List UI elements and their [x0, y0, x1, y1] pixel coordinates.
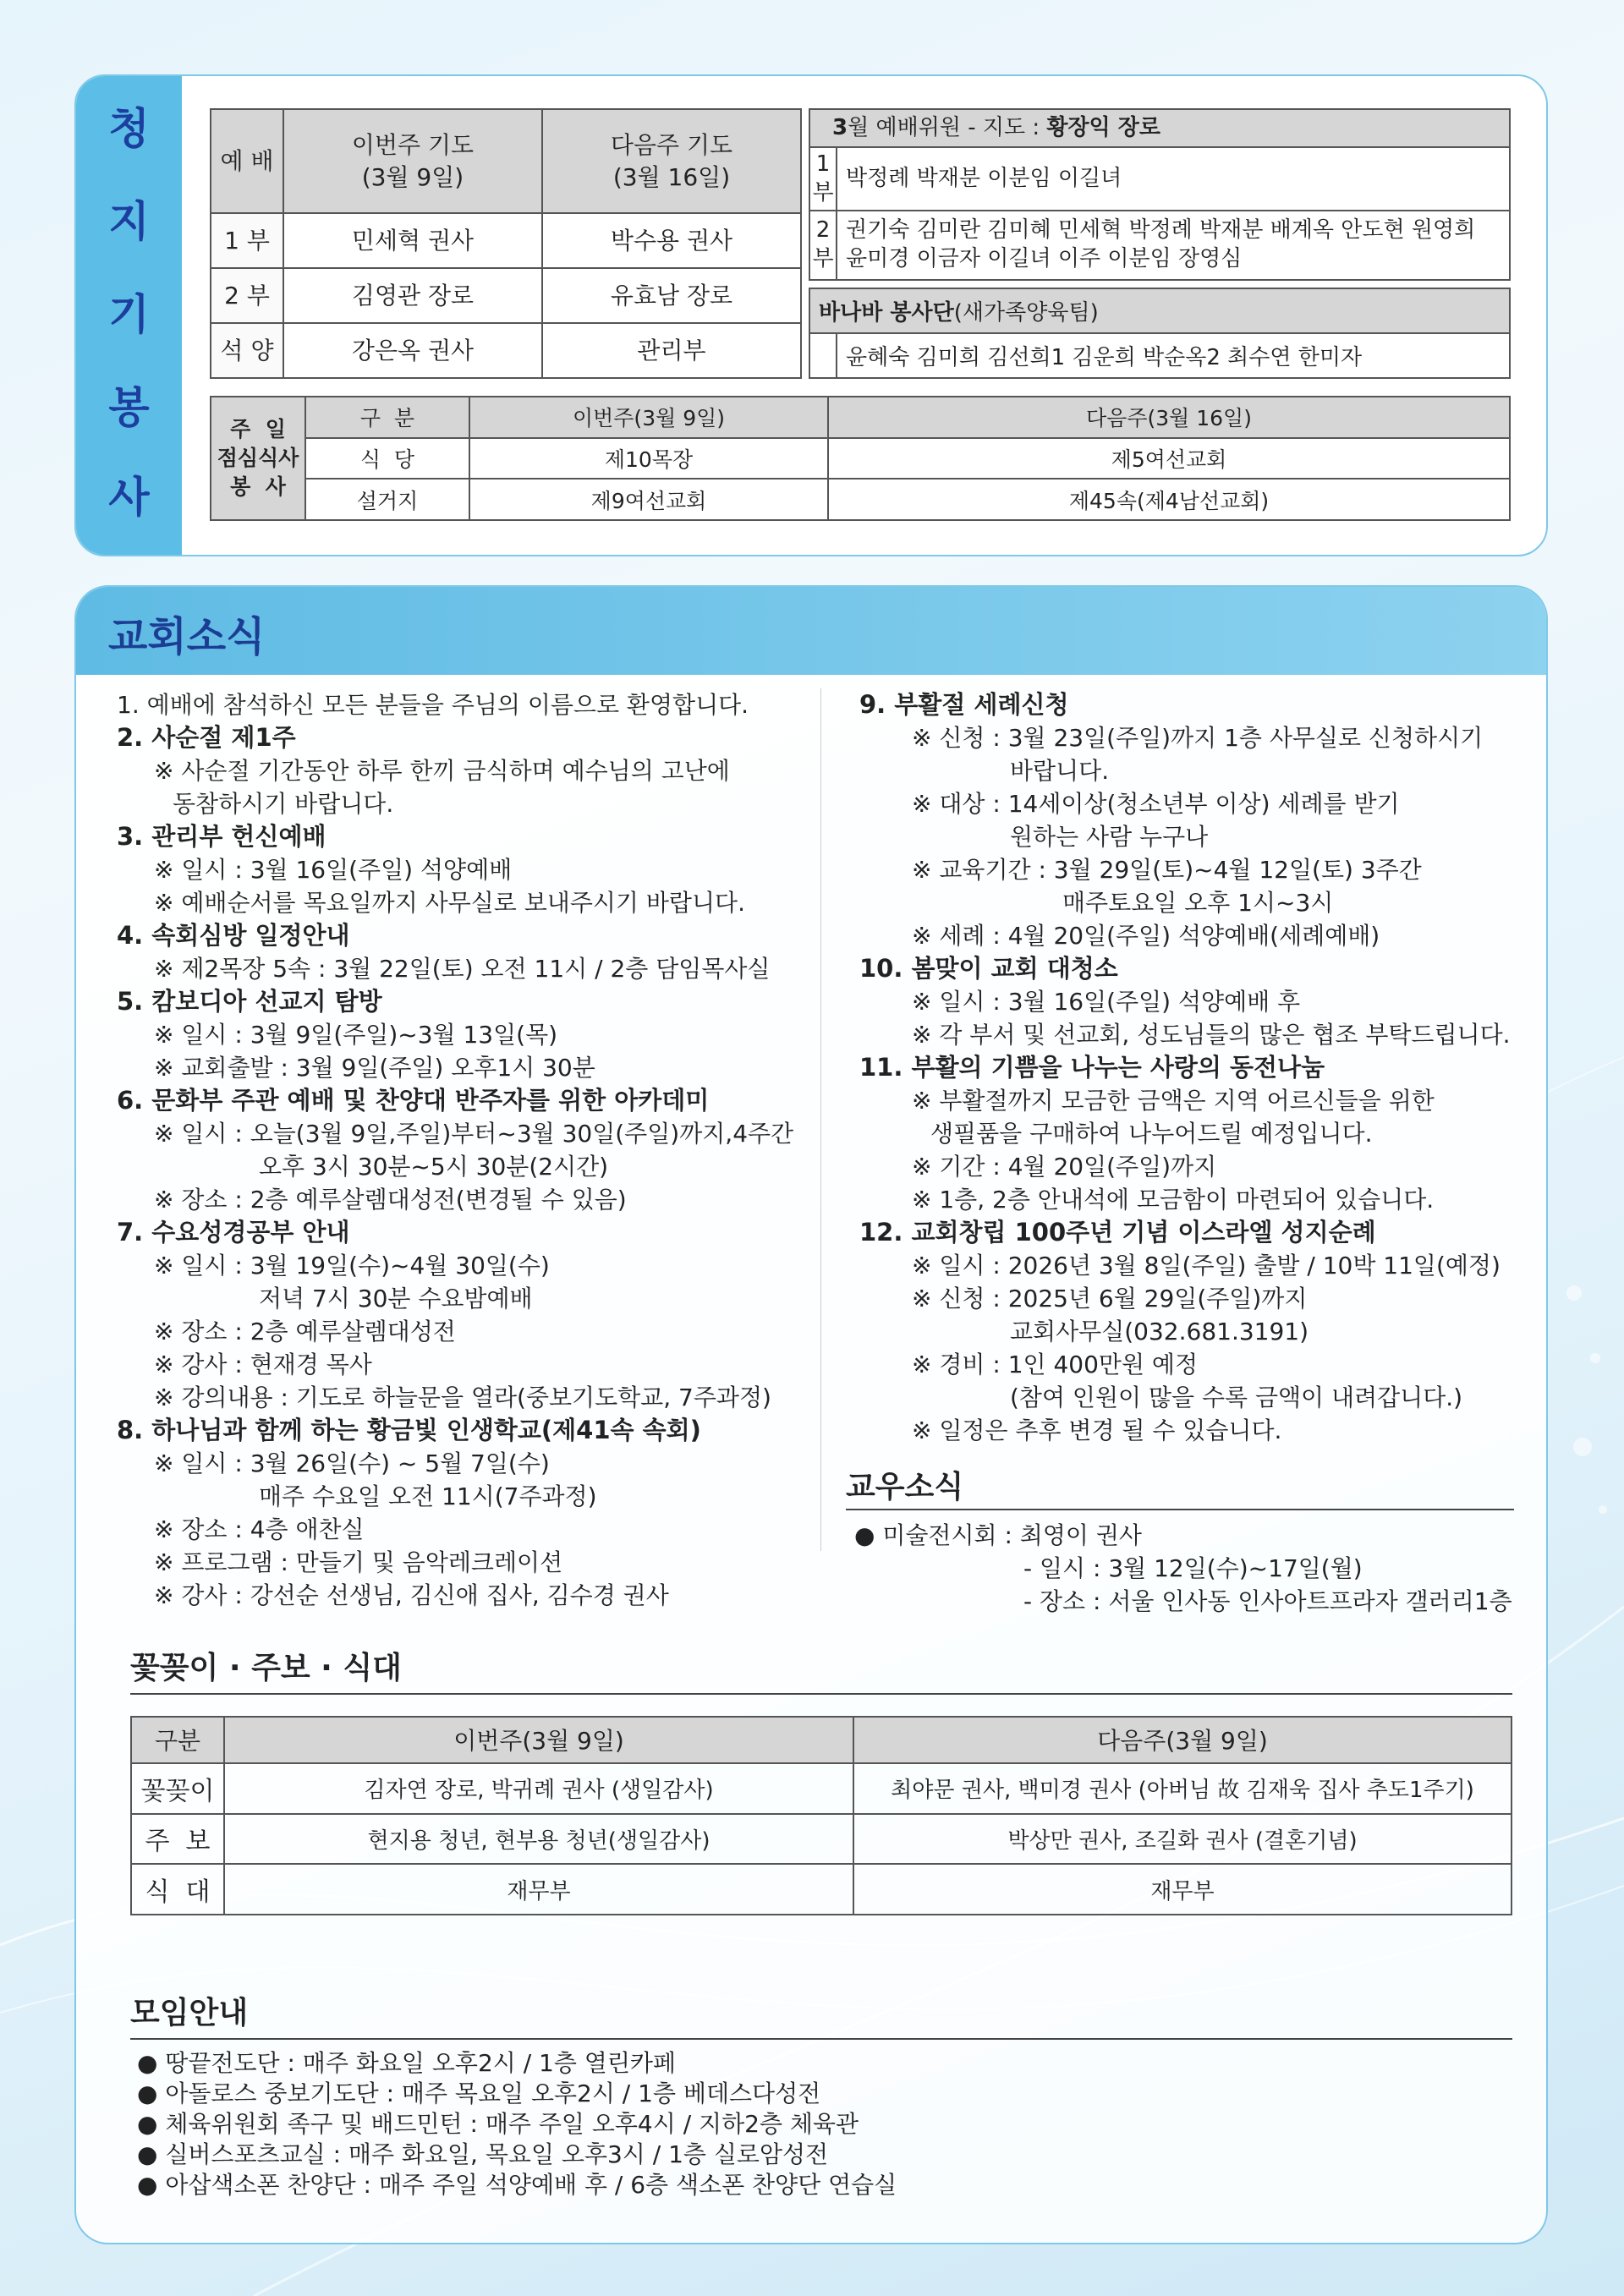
news-item-line: ※ 일정은 추후 변경 될 수 있습니다.	[912, 1417, 1282, 1444]
prayer-schedule-table	[210, 108, 802, 379]
flower-section-title: 꽃꽂이 · 주보 · 식대	[130, 1651, 402, 1685]
table-cell: 박상만 권사, 조길화 권사 (결혼기념)	[853, 1814, 1512, 1865]
news-item-line: ※ 신청 : 3월 23일(주일)까지 1층 사무실로 신청하시기	[912, 724, 1484, 752]
table-row	[211, 268, 801, 323]
news-item-heading: 2. 사순절 제1주	[117, 723, 296, 752]
bubble-decor	[1573, 1438, 1592, 1456]
news-item-line: (참여 인원이 많을 수록 금액이 내려갑니다.)	[1010, 1384, 1463, 1411]
table-cell: 유효남 장로	[542, 268, 801, 323]
table-row	[211, 479, 1510, 520]
table-cell: 강은옥 권사	[283, 323, 542, 378]
news-item-line: 바랍니다.	[1010, 757, 1110, 785]
table-cell: 최야문 권사, 백미경 권사 (아버님 故 김재욱 집사 추도1주기)	[853, 1763, 1512, 1814]
table-cell: 관리부	[542, 323, 801, 378]
news-item-line: ※ 일시 : 2026년 3월 8일(주일) 출발 / 10박 11일(예정)	[912, 1252, 1501, 1280]
table-cell: 김자연 장로, 박귀례 권사 (생일감사)	[224, 1763, 853, 1814]
sidebar-title-char: 사	[108, 473, 150, 522]
alumni-news-title: 교우소식	[846, 1470, 964, 1504]
news-item-line: ※ 세례 : 4월 20일(주일) 석양예배(세례예배)	[912, 922, 1380, 950]
table-header-cell: 예 배	[211, 109, 283, 213]
side-label-line: 주 일	[230, 417, 286, 442]
news-item-heading: 4. 속회심방 일정안내	[117, 921, 350, 950]
table-header-cell: 다음주(3월 16일)	[828, 397, 1510, 438]
news-item-line: - 일시 : 3월 12일(수)~17일(월)	[1023, 1554, 1363, 1582]
table-header-cell: 이번주(3월 9일)	[224, 1717, 853, 1763]
news-item-line: ※ 대상 : 14세이상(청소년부 이상) 세례를 받기	[912, 790, 1400, 818]
news-item-line: ※ 프로그램 : 만들기 및 음악레크레이션	[154, 1548, 563, 1576]
news-item-line: 1. 예배에 참석하신 모든 분들을 주님의 이름으로 환영합니다.	[117, 691, 749, 719]
gathering-item: ● 아삽색소폰 찬양단 : 매주 주일 석양예배 후 / 6층 색소폰 찬양단 연습실	[137, 2171, 897, 2199]
news-item-line: ※ 일시 : 오늘(3월 9일,주일)부터~3월 30일(주일)까지,4주간	[154, 1120, 794, 1148]
news-item-line: 저녁 7시 30분 수요밤예배	[259, 1285, 533, 1312]
table-row	[211, 323, 801, 378]
table-header-row	[809, 109, 1510, 147]
table-cell: 식 대	[131, 1864, 224, 1915]
news-right-column	[859, 688, 1536, 1447]
news-item-line: ※ 교회출발 : 3월 9일(주일) 오후1시 30분	[154, 1054, 595, 1082]
table-header-row	[809, 288, 1510, 333]
news-item-heading: 10. 봄맞이 교회 대청소	[859, 954, 1118, 983]
news-item-heading: 8. 하나님과 함께 하는 황금빛 인생학교(제41속 속회)	[117, 1416, 701, 1444]
title-text: 월 예배위원 - 지도 :	[848, 114, 1047, 140]
news-item-line: ※ 신청 : 2025년 6월 29일(주일)까지	[912, 1285, 1308, 1312]
table-row	[211, 213, 801, 268]
table-cell: 2부	[809, 211, 837, 280]
title-month: 3	[832, 114, 848, 140]
table-row	[211, 438, 1510, 479]
column-divider	[820, 688, 821, 1551]
news-item-line: 오후 3시 30분~5시 30분(2시간)	[259, 1153, 609, 1181]
table-row	[809, 333, 1510, 378]
news-item-line: 매주 수요일 오전 11시(7주과정)	[259, 1482, 597, 1510]
news-item-line: ※ 장소 : 2층 예루살렘대성전(변경될 수 있음)	[154, 1186, 627, 1214]
table-row	[809, 211, 1510, 280]
table-header-row	[211, 397, 1510, 438]
gathering-item: ● 땅끝전도단 : 매주 화요일 오후2시 / 1층 열린카페	[137, 2049, 676, 2077]
sidebar-title-char: 지	[108, 197, 150, 246]
table-cell: 민세혁 권사	[283, 213, 542, 268]
table-header-cell: 구분	[131, 1717, 224, 1763]
news-item-line: ※ 일시 : 3월 9일(주일)~3월 13일(목)	[154, 1021, 558, 1049]
alumni-news-rule	[846, 1509, 1514, 1510]
news-item-heading: 11. 부활의 기쁨을 나누는 사랑의 동전나눔	[859, 1053, 1325, 1082]
table-cell: 윤혜숙 김미희 김선희1 김운희 박순옥2 최수연 한미자	[837, 333, 1510, 378]
news-item-line: ● 미술전시회 : 최영이 권사	[854, 1521, 1142, 1549]
news-item-line: 원하는 사람 누구나	[1010, 823, 1209, 851]
table-cell: 제9여선교회	[469, 479, 828, 520]
gathering-item: ● 체육위원회 족구 및 배드민턴 : 매주 주일 오후4시 / 지하2층 체육관	[137, 2110, 859, 2138]
title-leader: 황장익 장로	[1046, 114, 1161, 140]
church-news-panel	[74, 585, 1548, 2244]
news-item-heading: 12. 교회창립 100주년 기념 이스라엘 성지순례	[859, 1218, 1376, 1247]
news-item-heading: 3. 관리부 헌신예배	[117, 822, 326, 851]
news-item-heading: 5. 캄보디아 선교지 탐방	[117, 987, 382, 1016]
bubble-decor	[1599, 1505, 1607, 1514]
table-row	[131, 1814, 1512, 1865]
table-cell: 재무부	[224, 1864, 853, 1915]
table-cell: 설거지	[305, 479, 469, 520]
sidebar-title-char: 기	[108, 290, 150, 339]
lunch-service-table	[210, 396, 1511, 521]
news-item-line: ※ 사순절 기간동안 하루 한끼 금식하며 예수님의 고난에	[154, 757, 730, 785]
title-bold: 바나바 봉사단	[819, 300, 954, 326]
table-header-cell: 구 분	[305, 397, 469, 438]
news-item-line: ※ 1층, 2층 안내석에 모금함이 마련되어 있습니다.	[912, 1186, 1435, 1214]
news-item-line: ※ 강사 : 강선순 선생님, 김신애 집사, 김수경 권사	[154, 1581, 669, 1609]
sidebar-title-char: 청	[108, 104, 150, 153]
table-cell: 제45속(제4남선교회)	[828, 479, 1510, 520]
gathering-item: ● 실버스포츠교실 : 매주 화요일, 목요일 오후3시 / 1층 실로암성전	[137, 2140, 829, 2168]
lunch-side-label	[211, 397, 305, 520]
news-item-heading: 6. 문화부 주관 예배 및 찬양대 반주자를 위한 아카데미	[117, 1086, 710, 1115]
gatherings-title: 모임안내	[130, 1996, 249, 2030]
news-item-line: ※ 각 부서 및 선교회, 성도님들의 많은 협조 부탁드립니다.	[912, 1021, 1511, 1049]
stewardship-sidebar	[76, 76, 182, 555]
table-header-row	[131, 1717, 1512, 1763]
news-item-line: ※ 경비 : 1인 400만원 예정	[912, 1351, 1198, 1378]
news-item-line: 생필품을 구매하여 나누어드릴 예정입니다.	[930, 1120, 1373, 1148]
table-row	[809, 147, 1510, 211]
table-cell: 권기숙 김미란 김미혜 민세혁 박정례 박재분 배계옥 안도현 원영희 윤미경 이금자 이길녀 이주 이분임 장영심	[837, 211, 1510, 280]
table-cell: 석 양	[211, 323, 283, 378]
table-cell: 1 부	[211, 213, 283, 268]
bubble-decor	[1566, 1285, 1582, 1301]
stewardship-panel	[74, 74, 1548, 556]
march-committee-title	[809, 109, 1510, 147]
side-label-line: 점심식사	[217, 446, 299, 471]
side-label-line: 봉 사	[230, 474, 286, 499]
table-header-cell: 다음주 기도 (3월 16일)	[542, 109, 801, 213]
news-item-line: ※ 강의내용 : 기도로 하늘문을 열라(중보기도학교, 7주과정)	[154, 1384, 771, 1411]
news-item-line: 교회사무실(032.681.3191)	[1010, 1318, 1309, 1345]
table-cell: 재무부	[853, 1864, 1512, 1915]
news-left-column	[117, 688, 810, 1612]
table-cell: 1부	[809, 147, 837, 211]
table-header-cell: 이번주(3월 9일)	[469, 397, 828, 438]
news-item-line: ※ 일시 : 3월 26일(수) ~ 5월 7일(수)	[154, 1449, 550, 1477]
table-cell	[809, 333, 837, 378]
barnabas-team-table	[809, 288, 1511, 379]
news-title: 교회소식	[108, 613, 266, 660]
news-item-line: ※ 일시 : 3월 16일(주일) 석양예배	[154, 856, 513, 884]
news-item-line: ※ 일시 : 3월 19일(수)~4월 30일(수)	[154, 1252, 550, 1280]
news-item-line: 동참하시기 바랍니다.	[173, 790, 394, 818]
title-sub: (새가족양육팀)	[953, 300, 1099, 326]
news-item-line: ※ 장소 : 4층 애찬실	[154, 1515, 365, 1543]
table-header-cell: 이번주 기도 (3월 9일)	[283, 109, 542, 213]
news-header-bar	[76, 587, 1546, 675]
news-item-line: ※ 장소 : 2층 예루살렘대성전	[154, 1318, 456, 1345]
flower-bulletin-meal-table	[130, 1716, 1512, 1915]
news-item-line: - 장소 : 서울 인사동 인사아트프라자 갤러리1층	[1023, 1587, 1512, 1615]
table-row	[131, 1864, 1512, 1915]
news-item-line: ※ 교육기간 : 3월 29일(토)~4월 12일(토) 3주간	[912, 856, 1422, 884]
table-row	[131, 1763, 1512, 1814]
news-item-line: ※ 기간 : 4월 20일(주일)까지	[912, 1153, 1217, 1181]
table-cell: 박정례 박재분 이분임 이길녀	[837, 147, 1510, 211]
table-cell: 박수용 권사	[542, 213, 801, 268]
table-cell: 현지용 청년, 현부용 청년(생일감사)	[224, 1814, 853, 1865]
news-item-line: ※ 일시 : 3월 16일(주일) 석양예배 후	[912, 988, 1301, 1016]
alumni-news-list	[854, 1519, 1514, 1618]
barnabas-title	[809, 288, 1510, 333]
news-item-line: ※ 예배순서를 목요일까지 사무실로 보내주시기 바랍니다.	[154, 889, 745, 917]
table-header-row	[211, 109, 801, 213]
bubble-decor	[1590, 1353, 1600, 1363]
sidebar-title-char: 봉	[108, 383, 150, 432]
table-header-cell: 다음주(3월 9일)	[853, 1717, 1512, 1763]
news-item-heading: 7. 수요성경공부 안내	[117, 1218, 350, 1247]
table-cell: 제10목장	[469, 438, 828, 479]
table-cell: 제5여선교회	[828, 438, 1510, 479]
news-item-heading: 9. 부활절 세례신청	[859, 690, 1069, 719]
table-cell: 김영관 장로	[283, 268, 542, 323]
march-committee-table	[809, 108, 1511, 281]
gatherings-rule	[130, 2038, 1512, 2040]
table-cell: 식 당	[305, 438, 469, 479]
table-cell: 주 보	[131, 1814, 224, 1865]
table-cell: 꽃꽂이	[131, 1763, 224, 1814]
news-item-line: ※ 부활절까지 모금한 금액은 지역 어르신들을 위한	[912, 1087, 1435, 1115]
news-item-line: 매주토요일 오후 1시~3시	[1062, 889, 1334, 917]
news-item-line: ※ 제2목장 5속 : 3월 22일(토) 오전 11시 / 2층 담임목사실	[154, 955, 771, 983]
gathering-item: ● 아돌로스 중보기도단 : 매주 목요일 오후2시 / 1층 베데스다성전	[137, 2080, 821, 2107]
flower-section-rule	[130, 1693, 1512, 1695]
news-item-line: ※ 강사 : 현재경 목사	[154, 1351, 372, 1378]
table-cell: 2 부	[211, 268, 283, 323]
